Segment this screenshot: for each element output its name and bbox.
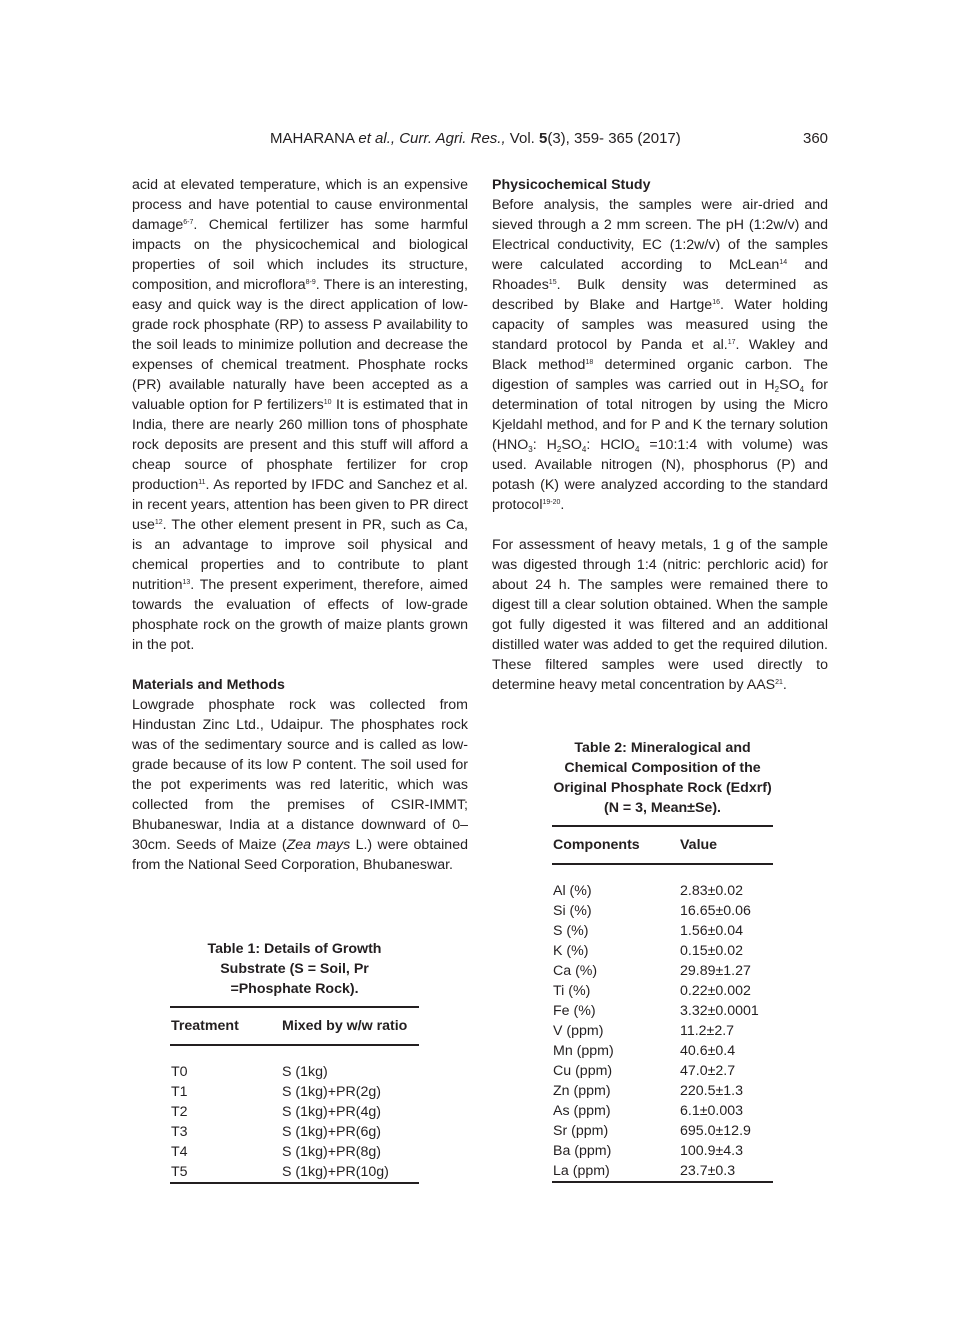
- table-cell: Sr (ppm): [553, 1123, 609, 1139]
- citation-ref: 19-20: [542, 499, 561, 506]
- citation-ref: 15: [548, 279, 557, 286]
- table-header-row: [170, 1007, 419, 1045]
- running-head: [270, 129, 681, 149]
- table-cell: T0: [171, 1064, 188, 1080]
- citation-ref: 17: [727, 339, 736, 346]
- table-row: [552, 961, 773, 981]
- table-cell: Al (%): [553, 883, 592, 899]
- table-cell: 47.0±2.7: [680, 1063, 736, 1079]
- table-row: [552, 1081, 773, 1101]
- table-row: [552, 1161, 773, 1182]
- table-cell: S (1kg)+PR(8g): [282, 1144, 381, 1160]
- table-cell: T5: [170, 1162, 281, 1183]
- section-heading-physicochemical: Physicochemical Study: [492, 177, 651, 193]
- table-cell: T2: [171, 1104, 188, 1120]
- page-number: 360: [803, 130, 829, 147]
- table-cell: 695.0±12.9: [680, 1123, 751, 1139]
- table-cell: Cu (ppm): [553, 1063, 613, 1079]
- table-cell: S (1kg)+PR(4g): [282, 1104, 381, 1120]
- citation-ref: 6-7: [183, 219, 194, 226]
- table-cell: V (ppm): [553, 1023, 604, 1039]
- citation-ref: 14: [779, 259, 788, 266]
- citation-ref: 16: [712, 299, 720, 306]
- table-cell: S (1kg)+PR(2g): [282, 1084, 381, 1100]
- table-cell: Fe (%): [553, 1003, 596, 1019]
- heavy-metals-paragraph: For assessment of heavy metals, 1 g of the sample was digested through 1:4 (nitric: perchloric acid) for about 24 h. The samples were remained there to digest till a clear solution obtained. When the sample got fully digested it was filtered and an additional distilled water was added to get the required dilution. These filtered samples were used directly to determine heavy metal concentration by AAS$^{21}$.: [492, 537, 828, 693]
- column-header: Mixed by w/w ratio: [281, 1007, 419, 1045]
- table-2-grid: [552, 825, 773, 1183]
- species-name: Zea mays: [286, 837, 351, 853]
- running-head-author: MAHARANA: [270, 130, 355, 147]
- table-cell: Ti (%): [553, 983, 591, 999]
- running-head-citation: et al., Curr. Agri. Res.,: [358, 130, 506, 147]
- physicochemical-paragraph: Before analysis, the samples were air-dried and sieved through a 2 mm screen. The pH (1:2w/v) and Electrical conductivity, EC (1:2w/v) of the samples were calculated according to McLean$^{14}$ and Rhoades$^{15}$. Bulk density was determined as described by Blake and Hartge$^{16}$. Water holding capacity of samples was measured using the standard protocol by Panda et al.$^{17}$. Wakley and Black method$^{18}$ determined organic carbon. The digestion of samples was carried out in $H_2SO_4$ for determination of total nitrogen by using the Micro Kjeldahl method, and for P and K the ternary solution ($HNO_3$: $H_2SO_4$: HClO$_4$ =10:1:4 with volume) was used. Available nitrogen (N), phosphorus (P) and potash (K) were analyzed according to the standard protocol$^{19-20}$.: [492, 197, 829, 513]
- running-head-volume-label: Vol.: [509, 130, 535, 147]
- table-header-row: [552, 826, 773, 864]
- citation-ref: 10: [323, 399, 332, 406]
- table-row: [552, 921, 773, 941]
- table-cell: T4: [171, 1144, 188, 1160]
- table-cell: 40.6±0.4: [680, 1043, 736, 1059]
- table-cell: 11.2±2.7: [680, 1023, 735, 1039]
- left-column: [132, 175, 468, 875]
- table-row: [552, 1121, 773, 1141]
- right-column: [492, 175, 828, 695]
- table-cell: 16.65±0.06: [680, 903, 751, 919]
- citation-ref: 11: [198, 479, 206, 486]
- table-row: [552, 1101, 773, 1121]
- running-head-volume: 5: [539, 130, 548, 147]
- table-cell: 0.22±0.002: [680, 983, 751, 999]
- table-row: [552, 1041, 773, 1061]
- citation-ref: 12: [154, 519, 163, 526]
- methods-paragraph: Lowgrade phosphate rock was collected from Hindustan Zinc Ltd., Udaipur. The phosphates rock was of the sedimentary source and is called as low-grade because of its low P content. The soil used for the pot experiments was red lateritic, which was collected from the premises of CSIR-IMMT; Bhubaneswar, India at a distance downward of 0–30cm. Seeds of Maize (Zea mays L.) were obtained from the National Seed Corporation, Bhubaneswar.: [132, 697, 468, 873]
- table-cell: 0.15±0.02: [680, 943, 744, 959]
- table-cell: 6.1±0.003: [680, 1103, 744, 1119]
- citation-ref: 8-9: [305, 279, 316, 286]
- table-row: [552, 878, 773, 901]
- table-cell: S (1kg): [282, 1064, 328, 1080]
- table-row: [552, 1141, 773, 1161]
- table-cell: 23.7±0.3: [679, 1161, 773, 1182]
- citation-ref: 18: [585, 359, 594, 366]
- table-cell: As (ppm): [553, 1103, 611, 1119]
- table-cell: S (%): [553, 923, 589, 939]
- table-1-grid: [170, 1006, 419, 1184]
- table-cell: 29.89±1.27: [680, 963, 751, 979]
- table-cell: S (1kg)+PR(10g): [281, 1162, 419, 1183]
- table-row: [170, 1102, 419, 1122]
- table-row: [170, 1082, 419, 1102]
- running-head-issue: (3), 359- 365 (2017): [547, 130, 681, 147]
- table-cell: 3.32±0.0001: [680, 1003, 759, 1019]
- table-row: [170, 1122, 419, 1142]
- table-2-caption: Table 2: Mineralogical and Chemical Composition of the Original Phosphate Rock (Edxrf) (N = 3, Mean±Se).: [553, 740, 772, 816]
- table-1: [170, 939, 419, 1184]
- table-2: [552, 738, 773, 1183]
- table-cell: 1.56±0.04: [680, 923, 744, 939]
- intro-paragraph: acid at elevated temperature, which is an expensive process and have potential to cause environmental damage$^{6-7}$. Chemical fertilizer has some harmful impacts on the physicochemical and biological properties of soil which includes its structure, composition, and microflora$^{8-9}$. There is an interesting, easy and quick way is the direct application of low-grade rock phosphate (RP) to assess P availability to the soil leads to minimize pollution and decrease the expenses of chemical treatment. Phosphate rocks (PR) available naturally have been accepted as a valuable option for P fertilizers$^{10}$ It is estimated that in India, there are nearly 260 million tons of phosphate rock deposits are present and this stuff will afford a cheap source of phosphate fertilizer for crop production$^{11}$. As reported by IFDC and Sanchez et al. in recent years, attention has been given to PR direct use$^{12}$. The other element present in PR, such as Ca, is an advantage to improve soil physical and chemical properties and to contribute to plant nutrition$^{13}$. The present experiment, therefore, aimed towards the evaluation of effects of low-grade phosphate rock on the growth of maize plants grown in the pot.: [132, 177, 468, 653]
- column-header: Value: [679, 826, 773, 864]
- table-cell: K (%): [553, 943, 589, 959]
- table-cell: T3: [171, 1124, 188, 1140]
- table-cell: Zn (ppm): [553, 1083, 611, 1099]
- column-header: Treatment: [170, 1007, 281, 1045]
- table-row: [552, 941, 773, 961]
- table-cell: S (1kg)+PR(6g): [282, 1124, 381, 1140]
- table-cell: 2.83±0.02: [680, 883, 744, 899]
- table-row: [552, 1001, 773, 1021]
- table-row: [170, 1162, 419, 1183]
- table-row: [552, 1061, 773, 1081]
- table-cell: Mn (ppm): [553, 1043, 614, 1059]
- column-header: Components: [552, 826, 679, 864]
- table-cell: Si (%): [553, 903, 592, 919]
- table-1-caption: Table 1: Details of Growth Substrate (S = Soil, Pr =Phosphate Rock).: [207, 941, 382, 997]
- table-row: [170, 1059, 419, 1082]
- page-header: [0, 129, 960, 151]
- table-row: [552, 981, 773, 1001]
- citation-ref: 13: [182, 579, 191, 586]
- table-cell: T1: [171, 1084, 188, 1100]
- table-cell: Ba (ppm): [553, 1143, 612, 1159]
- citation-ref: 21: [775, 679, 783, 686]
- section-heading-methods: Materials and Methods: [132, 677, 285, 693]
- table-cell: La (ppm): [552, 1161, 679, 1182]
- table-cell: 100.9±4.3: [680, 1143, 744, 1159]
- table-cell: 220.5±1.3: [680, 1083, 744, 1099]
- table-row: [170, 1142, 419, 1162]
- table-row: [552, 901, 773, 921]
- table-cell: Ca (%): [553, 963, 598, 979]
- table-row: [552, 1021, 773, 1041]
